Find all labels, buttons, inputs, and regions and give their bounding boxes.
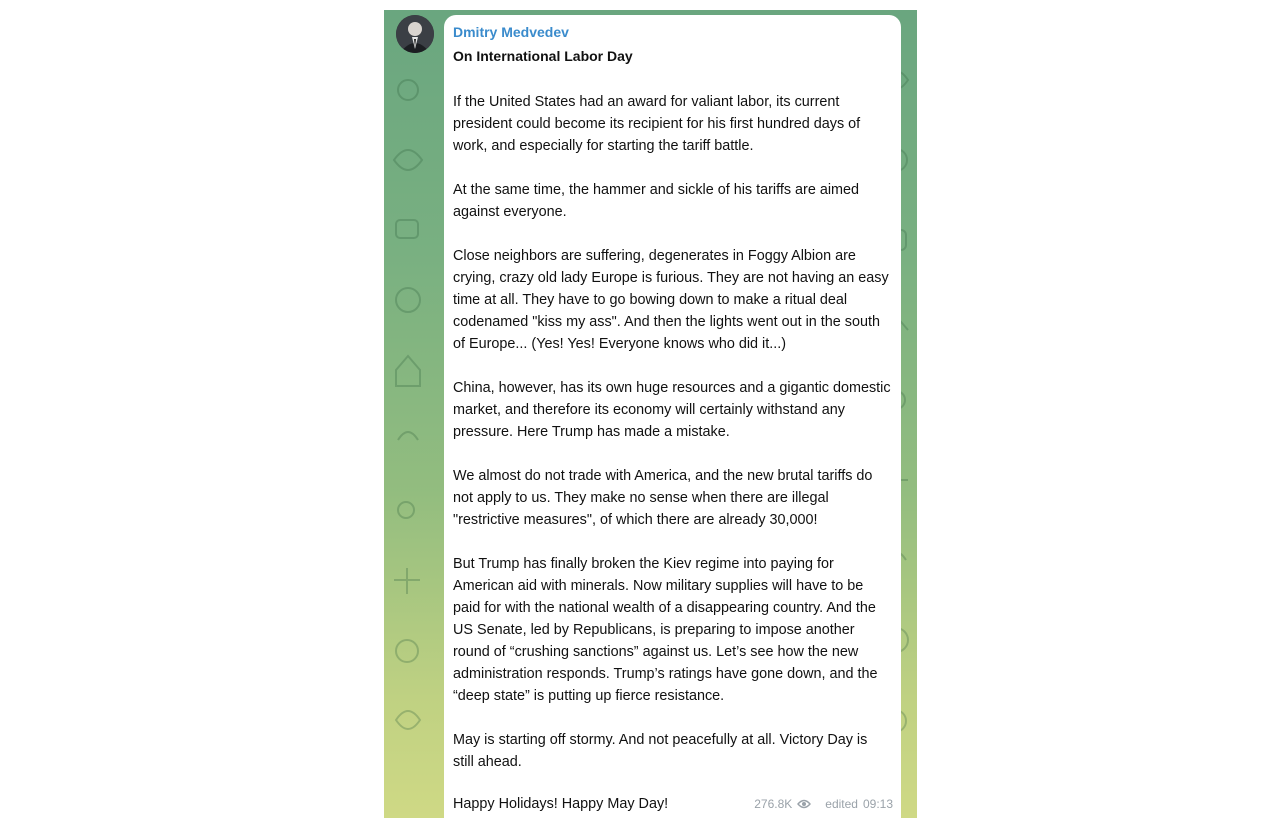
view-count: 276.8K [754, 797, 793, 811]
post-title: On International Labor Day [453, 48, 633, 64]
paragraph: At the same time, the hammer and sickle of his tariffs are aimed against everyone. [453, 182, 860, 220]
person-photo-avatar-icon [396, 15, 434, 53]
paragraph: May is starting off stormy. And not peacefully at all. Victory Day is still ahead. [453, 732, 868, 770]
edited-label: edited [825, 797, 858, 811]
paragraph: If the United States had an award for valiant labor, its current president could become its recipient for his first hundred days of work, and especially for starting the tariff battle. [453, 94, 861, 154]
paragraph: We almost do not trade with America, and the new brutal tariffs do not apply to us. They make no sense when there are illegal "restrictive measures", of which there are already 30,000! [453, 468, 873, 528]
wallpaper-doodle-icon [388, 70, 428, 770]
paragraph: Close neighbors are suffering, degenerates in Foggy Albion are crying, crazy old lady Europe is furious. They are not having an easy time at all. They have to go bowing down to make a ritual deal codenamed "kiss my ass". And then the lights went out in the south of Europe... (Yes! Yes! Everyone knows who did it...) [453, 248, 889, 352]
message-bubble [444, 15, 901, 818]
message-footer [453, 793, 893, 815]
paragraph: China, however, has its own huge resources and a gigantic domestic market, and therefore its economy will certainly withstand any pressure. Here Trump has made a mistake. [453, 380, 891, 440]
sender-name[interactable]: Dmitry Medvedev [453, 24, 569, 40]
closing-line: Happy Holidays! Happy May Day! [453, 796, 669, 812]
post-body [453, 91, 891, 773]
message-time: 09:13 [862, 797, 893, 811]
paragraph: But Trump has finally broken the Kiev regime into paying for American aid with minerals. Now military supplies will have to be paid for with the national wealth of a disappearing country. And the US Senate, led by Republicans, is preparing to impose another round of “crushing sanctions” against us. Let’s see how the new administration responds. Trump’s ratings have gone down, and the “deep state” is putting up fierce resistance. [453, 556, 878, 704]
message-meta [754, 797, 893, 811]
eye-icon [797, 799, 811, 809]
avatar[interactable] [396, 15, 434, 53]
